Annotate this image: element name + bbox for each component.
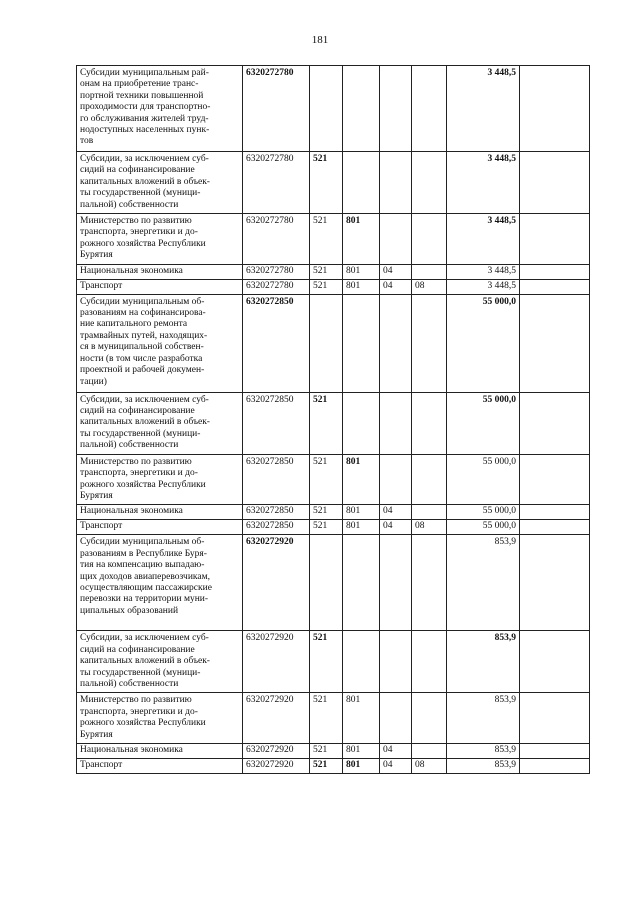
- cell-empty: [520, 279, 590, 294]
- cell-subsection: [412, 454, 447, 505]
- cell-empty: [520, 535, 590, 631]
- cell-subsection: [412, 505, 447, 520]
- cell-target-code: 6320272780: [243, 214, 310, 265]
- table-row: [77, 392, 590, 454]
- cell-section: 04: [380, 264, 412, 279]
- cell-section: 04: [380, 520, 412, 535]
- cell-target-code: 6320272780: [243, 152, 310, 214]
- cell-subsection: [412, 66, 447, 152]
- cell-ministry-code: 801: [343, 520, 380, 535]
- table-row: [77, 693, 590, 744]
- cell-ministry-code: 801: [343, 279, 380, 294]
- cell-name: Субсидии, за исключением суб- сидий на софинансирование капитальных вложений в объек- ты государственной (муници- пальной) собственности: [77, 152, 243, 214]
- cell-section: [380, 535, 412, 631]
- cell-subsection: [412, 152, 447, 214]
- cell-target-code: 6320272850: [243, 294, 310, 392]
- cell-section: [380, 214, 412, 265]
- cell-expense-type: [310, 535, 343, 631]
- cell-name: Министерство по развитию транспорта, энергетики и до- рожного хозяйства Республики Бурятия: [77, 214, 243, 265]
- cell-empty: [520, 214, 590, 265]
- cell-section: 04: [380, 743, 412, 758]
- cell-empty: [520, 66, 590, 152]
- cell-expense-type: 521: [310, 505, 343, 520]
- cell-ministry-code: 801: [343, 264, 380, 279]
- cell-target-code: 6320272920: [243, 631, 310, 693]
- cell-ministry-code: [343, 631, 380, 693]
- cell-amount: 55 000,0: [447, 454, 520, 505]
- cell-amount: 853,9: [447, 631, 520, 693]
- cell-expense-type: 521: [310, 520, 343, 535]
- cell-expense-type: 521: [310, 279, 343, 294]
- cell-ministry-code: 801: [343, 214, 380, 265]
- cell-amount: 3 448,5: [447, 279, 520, 294]
- cell-expense-type: [310, 66, 343, 152]
- cell-subsection: [412, 631, 447, 693]
- cell-target-code: 6320272780: [243, 279, 310, 294]
- cell-section: [380, 454, 412, 505]
- cell-ministry-code: [343, 152, 380, 214]
- cell-empty: [520, 392, 590, 454]
- cell-subsection: [412, 535, 447, 631]
- cell-name: Транспорт: [77, 279, 243, 294]
- cell-name: Субсидии муниципальным об- разованиям на софинансирова- ние капитального ремонта трамвайных путей, находящих- ся в муниципальной собствен- ности (в том числе разработка проектной и рабочей докумен- тации): [77, 294, 243, 392]
- cell-ministry-code: [343, 294, 380, 392]
- cell-subsection: 08: [412, 279, 447, 294]
- table-body: [77, 66, 590, 774]
- cell-empty: [520, 520, 590, 535]
- table-row: [77, 535, 590, 631]
- table-row: [77, 264, 590, 279]
- cell-name: Министерство по развитию транспорта, энергетики и до- рожного хозяйства Республики Бурятия: [77, 454, 243, 505]
- cell-expense-type: 521: [310, 758, 343, 773]
- cell-amount: 853,9: [447, 758, 520, 773]
- cell-expense-type: 521: [310, 264, 343, 279]
- cell-section: 04: [380, 505, 412, 520]
- cell-amount: 55 000,0: [447, 392, 520, 454]
- table-row: [77, 279, 590, 294]
- table-row: [77, 505, 590, 520]
- table-row: [77, 743, 590, 758]
- cell-expense-type: 521: [310, 454, 343, 505]
- cell-target-code: 6320272780: [243, 264, 310, 279]
- cell-ministry-code: 801: [343, 758, 380, 773]
- cell-subsection: [412, 214, 447, 265]
- cell-expense-type: 521: [310, 214, 343, 265]
- cell-section: [380, 152, 412, 214]
- cell-name: Субсидии муниципальным рай- онам на приобретение транс- портной техники повышенной проходимости для транспортно- го обслуживания жителей труд- нодоступных населенных пунк- тов: [77, 66, 243, 152]
- cell-name: Субсидии, за исключением суб- сидий на софинансирование капитальных вложений в объек- ты государственной (муници- пальной) собственности: [77, 631, 243, 693]
- cell-ministry-code: 801: [343, 743, 380, 758]
- cell-amount: 3 448,5: [447, 152, 520, 214]
- table-row: [77, 631, 590, 693]
- cell-target-code: 6320272920: [243, 693, 310, 744]
- cell-section: [380, 66, 412, 152]
- cell-empty: [520, 264, 590, 279]
- cell-amount: 853,9: [447, 693, 520, 744]
- cell-subsection: [412, 743, 447, 758]
- cell-subsection: [412, 264, 447, 279]
- cell-empty: [520, 758, 590, 773]
- cell-ministry-code: 801: [343, 505, 380, 520]
- cell-section: [380, 693, 412, 744]
- budget-table: [76, 65, 590, 774]
- cell-target-code: 6320272850: [243, 520, 310, 535]
- cell-name: Субсидии, за исключением суб- сидий на софинансирование капитальных вложений в объек- ты государственной (муници- пальной) собственности: [77, 392, 243, 454]
- cell-expense-type: 521: [310, 631, 343, 693]
- cell-target-code: 6320272850: [243, 392, 310, 454]
- page-number: 181: [311, 34, 329, 46]
- table-row: [77, 66, 590, 152]
- cell-expense-type: [310, 294, 343, 392]
- cell-ministry-code: [343, 66, 380, 152]
- cell-target-code: 6320272920: [243, 535, 310, 631]
- cell-empty: [520, 454, 590, 505]
- cell-section: [380, 294, 412, 392]
- cell-target-code: 6320272780: [243, 66, 310, 152]
- cell-empty: [520, 505, 590, 520]
- table-row: [77, 214, 590, 265]
- cell-ministry-code: 801: [343, 693, 380, 744]
- table-row: [77, 758, 590, 773]
- cell-ministry-code: [343, 535, 380, 631]
- cell-amount: 3 448,5: [447, 214, 520, 265]
- cell-name: Транспорт: [77, 758, 243, 773]
- cell-subsection: [412, 693, 447, 744]
- table-row: [77, 520, 590, 535]
- cell-ministry-code: 801: [343, 454, 380, 505]
- cell-amount: 3 448,5: [447, 264, 520, 279]
- cell-amount: 55 000,0: [447, 520, 520, 535]
- cell-ministry-code: [343, 392, 380, 454]
- cell-empty: [520, 152, 590, 214]
- table-row: [77, 454, 590, 505]
- cell-empty: [520, 743, 590, 758]
- cell-amount: 853,9: [447, 535, 520, 631]
- cell-expense-type: 521: [310, 152, 343, 214]
- cell-empty: [520, 693, 590, 744]
- cell-subsection: [412, 294, 447, 392]
- cell-section: 04: [380, 758, 412, 773]
- cell-target-code: 6320272920: [243, 743, 310, 758]
- table-row: [77, 294, 590, 392]
- cell-subsection: [412, 392, 447, 454]
- cell-name: Субсидии муниципальным об- разованиям в Республике Буря- тия на компенсацию выпадаю- щих доходов авиаперевозчикам, осуществляющим пассажирские перевозки на территории муни- ципальных образований: [77, 535, 243, 631]
- cell-amount: 3 448,5: [447, 66, 520, 152]
- cell-name: Министерство по развитию транспорта, энергетики и до- рожного хозяйства Республики Бурятия: [77, 693, 243, 744]
- cell-section: [380, 631, 412, 693]
- cell-subsection: 08: [412, 758, 447, 773]
- cell-target-code: 6320272920: [243, 758, 310, 773]
- cell-amount: 853,9: [447, 743, 520, 758]
- cell-empty: [520, 294, 590, 392]
- cell-amount: 55 000,0: [447, 505, 520, 520]
- cell-amount: 55 000,0: [447, 294, 520, 392]
- cell-expense-type: 521: [310, 392, 343, 454]
- cell-subsection: 08: [412, 520, 447, 535]
- cell-name: Национальная экономика: [77, 743, 243, 758]
- cell-expense-type: 521: [310, 743, 343, 758]
- cell-name: Национальная экономика: [77, 264, 243, 279]
- cell-section: [380, 392, 412, 454]
- table-row: [77, 152, 590, 214]
- cell-empty: [520, 631, 590, 693]
- cell-target-code: 6320272850: [243, 505, 310, 520]
- cell-name: Транспорт: [77, 520, 243, 535]
- cell-target-code: 6320272850: [243, 454, 310, 505]
- cell-section: 04: [380, 279, 412, 294]
- cell-expense-type: 521: [310, 693, 343, 744]
- cell-name: Национальная экономика: [77, 505, 243, 520]
